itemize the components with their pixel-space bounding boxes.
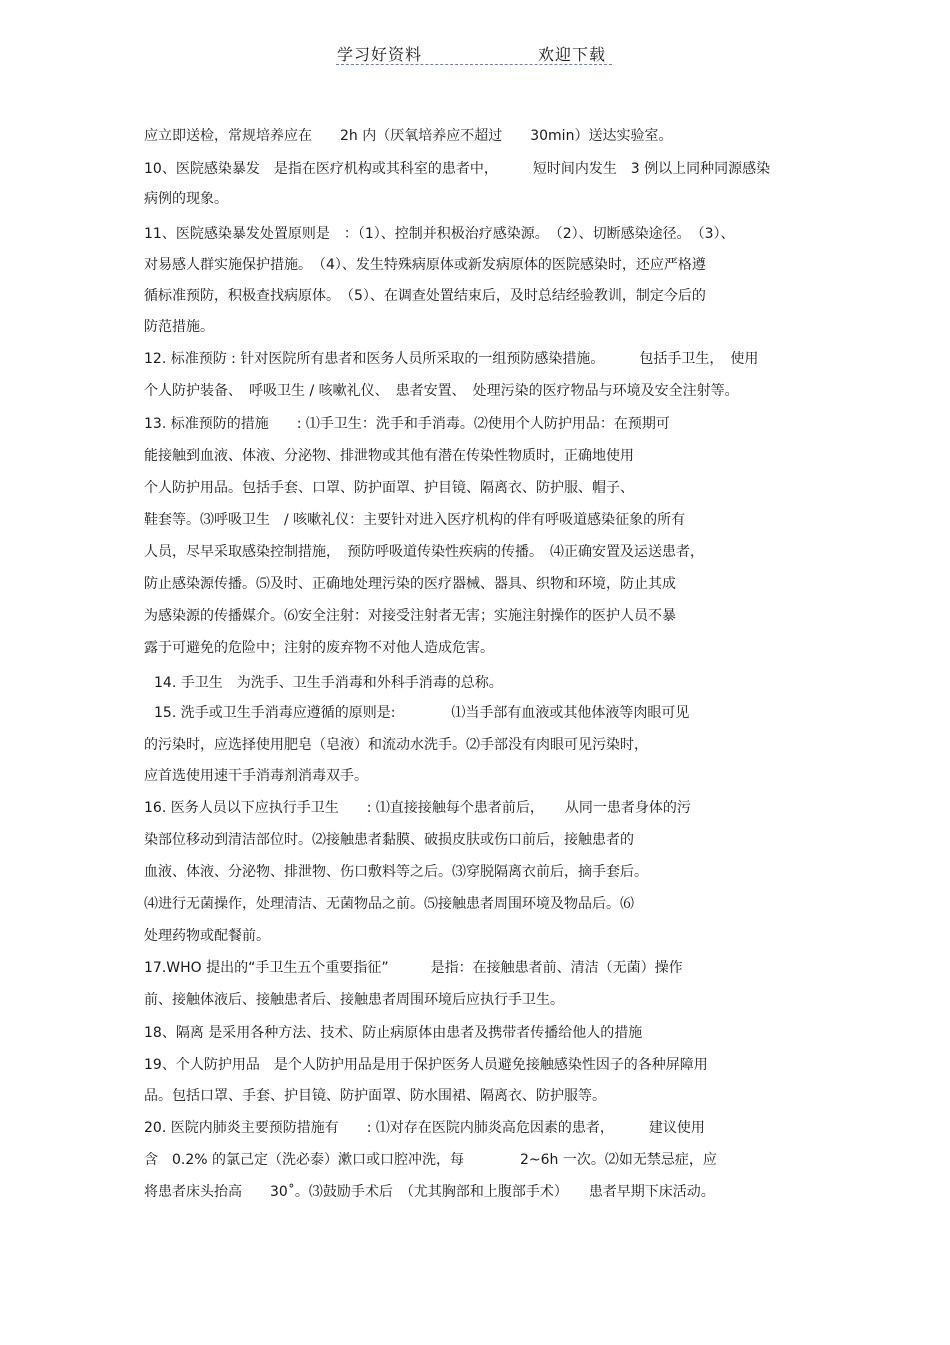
text-line: 14. 手卫生 为洗手、卫生手消毒和外科手消毒的总称。 bbox=[154, 675, 503, 691]
text-line: 能接触到血液、体液、分泌物、排泄物或其他有潜在传染性物质时，正确地使用 bbox=[144, 448, 634, 464]
text-line: 循标准预防，积极查找病原体。 （5）、在调查处置结束后，及时总结经验教训，制定今后的 bbox=[144, 288, 706, 304]
text-line: 防止感染源传播。⑸及时、正确地处理污染的医疗器械、器具、织物和环境，防止其成 bbox=[144, 576, 676, 592]
text-line: 20. 医院内肺炎主要预防措施有 : ⑴对存在医院内肺炎高危因素的患者， 建议使用 bbox=[144, 1120, 705, 1136]
text-line: 个人防护用品。包括手套、口罩、防护面罩、护目镜、隔离衣、防护服、帽子、 bbox=[144, 480, 634, 496]
text-line: ⑷进行无菌操作，处理清洁、无菌物品之前。⑸接触患者周围环境及物品后。⑹ bbox=[144, 896, 634, 912]
page-header bbox=[0, 42, 950, 70]
text-line: 16. 医务人员以下应执行手卫生 : ⑴直接接触每个患者前后， 从同一患者身体的污 bbox=[144, 800, 691, 816]
header-left-text: 学习好资料 bbox=[337, 45, 423, 64]
text-line: 处理药物或配餐前。 bbox=[144, 928, 270, 944]
text-line: 11、医院感染暴发处置原则是 ：（1）、控制并积极治疗感染源。 （2）、切断感染途径。 （3）、 bbox=[144, 226, 735, 242]
text-line: 人员，尽早采取感染控制措施， 预防呼吸道传染性疾病的传播。 ⑷正确安置及运送患者， bbox=[144, 544, 704, 560]
text-line: 应立即送检，常规培养应在 2h 内（厌氧培养应不超过 30min）送达实验室。 bbox=[144, 128, 673, 144]
text-line: 对易感人群实施保护措施。 （4）、发生特殊病原体或新发病原体的医院感染时，还应严格遵 bbox=[144, 257, 706, 273]
text-line: 将患者床头抬高 30˚。⑶鼓励手术后 （尤其胸部和上腹部手术） 患者早期下床活动。 bbox=[144, 1184, 715, 1200]
text-line: 个人防护装备、 呼吸卫生 / 咳嗽礼仪、 患者安置、 处理污染的医疗物品与环境及安全注射等。 bbox=[144, 383, 739, 399]
text-line: 13. 标准预防的措施 : ⑴手卫生：洗手和手消毒。⑵使用个人防护用品：在预期可 bbox=[144, 416, 670, 432]
text-line: 鞋套等。⑶呼吸卫生 / 咳嗽礼仪：主要针对进入医疗机构的伴有呼吸道感染征象的所有 bbox=[144, 512, 686, 528]
text-line: 15. 洗手或卫生手消毒应遵循的原则是: ⑴当手部有血液或其他体液等肉眼可见 bbox=[154, 705, 690, 721]
text-line: 为感染源的传播媒介。⑹安全注射：对接受注射者无害；实施注射操作的医护人员不暴 bbox=[144, 608, 676, 624]
text-line: 防范措施。 bbox=[144, 319, 214, 335]
text-line: 10、医院感染暴发 是指在医疗机构或其科室的患者中， 短时间内发生 3 例以上同种同源感染 bbox=[144, 161, 771, 177]
header-dashed-rule bbox=[336, 64, 612, 65]
header-right-text: 欢迎下载 bbox=[538, 45, 607, 64]
text-line: 品。包括口罩、手套、护目镜、防护面罩、防水围裙、隔离衣、防护服等。 bbox=[144, 1088, 606, 1104]
text-line: 17.WHO 提出的“手卫生五个重要指征” 是指：在接触患者前、清洁（无菌）操作 bbox=[144, 960, 683, 976]
text-line: 的污染时，应选择使用肥皂（皂液）和流动水洗手。⑵手部没有肉眼可见污染时， bbox=[144, 737, 648, 753]
text-line: 前、接触体液后、接触患者后、接触患者周围环境后应执行手卫生。 bbox=[144, 992, 564, 1008]
text-line: 含 0.2% 的氯己定（洗必泰）漱口或口腔冲洗，每 2~6h 一次。⑵如无禁忌症，应 bbox=[144, 1152, 717, 1168]
text-line: 血液、体液、分泌物、排泄物、伤口敷料等之后。⑶穿脱隔离衣前后，摘手套后。 bbox=[144, 864, 648, 880]
text-line: 染部位移动到清洁部位时。⑵接触患者黏膜、破损皮肤或伤口前后，接触患者的 bbox=[144, 832, 634, 848]
text-line: 应首选使用速干手消毒剂消毒双手。 bbox=[144, 768, 368, 784]
text-line: 18、隔离 是采用各种方法、技术、防止病原体由患者及携带者传播给他人的措施 bbox=[144, 1025, 643, 1041]
text-line: 19、个人防护用品 是个人防护用品是用于保护医务人员避免接触感染性因子的各种屏障用 bbox=[144, 1057, 708, 1073]
text-line: 12. 标准预防 : 针对医院所有患者和医务人员所采取的一组预防感染措施。 包括手卫生， 使用 bbox=[144, 351, 759, 367]
text-line: 露于可避免的危险中；注射的废弃物不对他人造成危害。 bbox=[144, 640, 494, 656]
text-line: 病例的现象。 bbox=[144, 191, 228, 207]
